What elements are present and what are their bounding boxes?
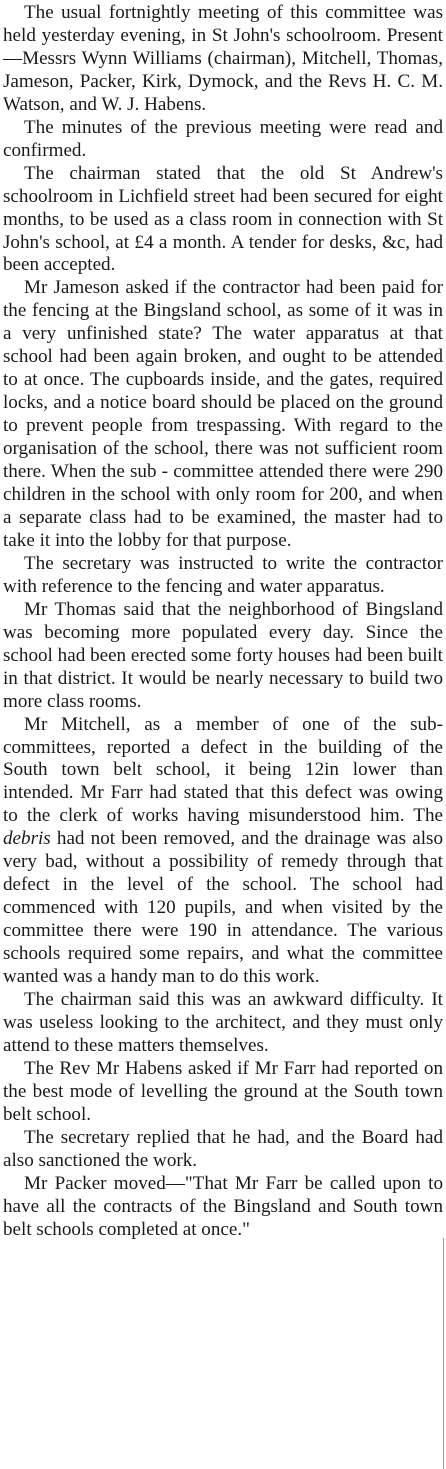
article-paragraph [3, 1127, 443, 1173]
article-paragraph [3, 117, 443, 163]
column-rule [443, 1238, 444, 1469]
article-paragraph [3, 1173, 443, 1242]
article-paragraph [3, 1058, 443, 1127]
article-paragraph [3, 714, 443, 989]
paragraph-text: The chairman said this was an awkward difficulty. It was useless looking to the architect, and they must only attend to these matters themselves. [3, 988, 443, 1056]
article-paragraph [3, 277, 443, 552]
paragraph-text: The secretary was instructed to write the contractor with reference to the fencing and water apparatus. [3, 552, 443, 597]
paragraph-text: The Rev Mr Habens asked if Mr Farr had reported on the best mode of levelling the ground at the South town belt school. [3, 1057, 443, 1125]
paragraph-text: Mr Jameson asked if the contractor had been paid for the fencing at the Bingsland school, as some of it was in a very unfinished state? The water apparatus at that school had been again broken, and ought to be attended to at once. The cupboards inside, and the gates, required locks, and a notice board should be placed on the ground to prevent people from trespassing. With regard to the organisation of the school, there was not sufficient room there. When the sub - committee attended there were 290 children in the school with only room for 200, and when a separate class had to be examined, the master had to take it into the lobby for that purpose. [3, 277, 443, 551]
paragraph-text: Mr Packer moved—"That Mr Farr be called upon to have all the contracts of the Bingsland and South town belt schools completed at once." [3, 1172, 443, 1240]
paragraph-text: The chairman stated that the old St Andrew's schoolroom in Lichfield street had been secured for eight months, to be used as a class room in connection with St John's school, at £4 a month. A tender for desks, &c, had been accepted. [3, 162, 443, 276]
paragraph-text: The usual fortnightly meeting of this committee was held yesterday evening, in St John's schoolroom. Present—Messrs Wynn Williams (chairman), Mitchell, Thomas, Jameson, Packer, Kirk, Dymock, and the Revs H. C. M. Watson, and W. J. Habens. [3, 2, 443, 115]
article-paragraph [3, 989, 443, 1058]
article-paragraph [3, 163, 443, 278]
article-paragraph [3, 599, 443, 714]
paragraph-text: Mr Mitchell, as a member of one of the sub-committees, reported a defect in the building of the South town belt school, it being 12in lower than intended. Mr Farr had stated that this defect was owing to the clerk of works having misunderstood him. The debris had not been removed, and the drainage was also very bad, without a possibility of remedy through that defect in the level of the school. The school had commenced with 120 pupils, and when visited by the committee there were 190 in attendance. The various schools required some repairs, and what the committee wanted was a handy man to do this work. [3, 713, 443, 988]
paragraph-text: The secretary replied that he had, and the Board had also sanctioned the work. [3, 1126, 443, 1171]
paragraph-text: Mr Thomas said that the neighborhood of Bingsland was becoming more populated every day. Since the school had been erected some forty houses had been built in that district. It would be nearly necessary to build two more class rooms. [3, 598, 443, 712]
article-paragraph [3, 553, 443, 599]
paragraph-text: The minutes of the previous meeting were read and confirmed. [3, 116, 443, 161]
article-paragraph [3, 2, 443, 117]
